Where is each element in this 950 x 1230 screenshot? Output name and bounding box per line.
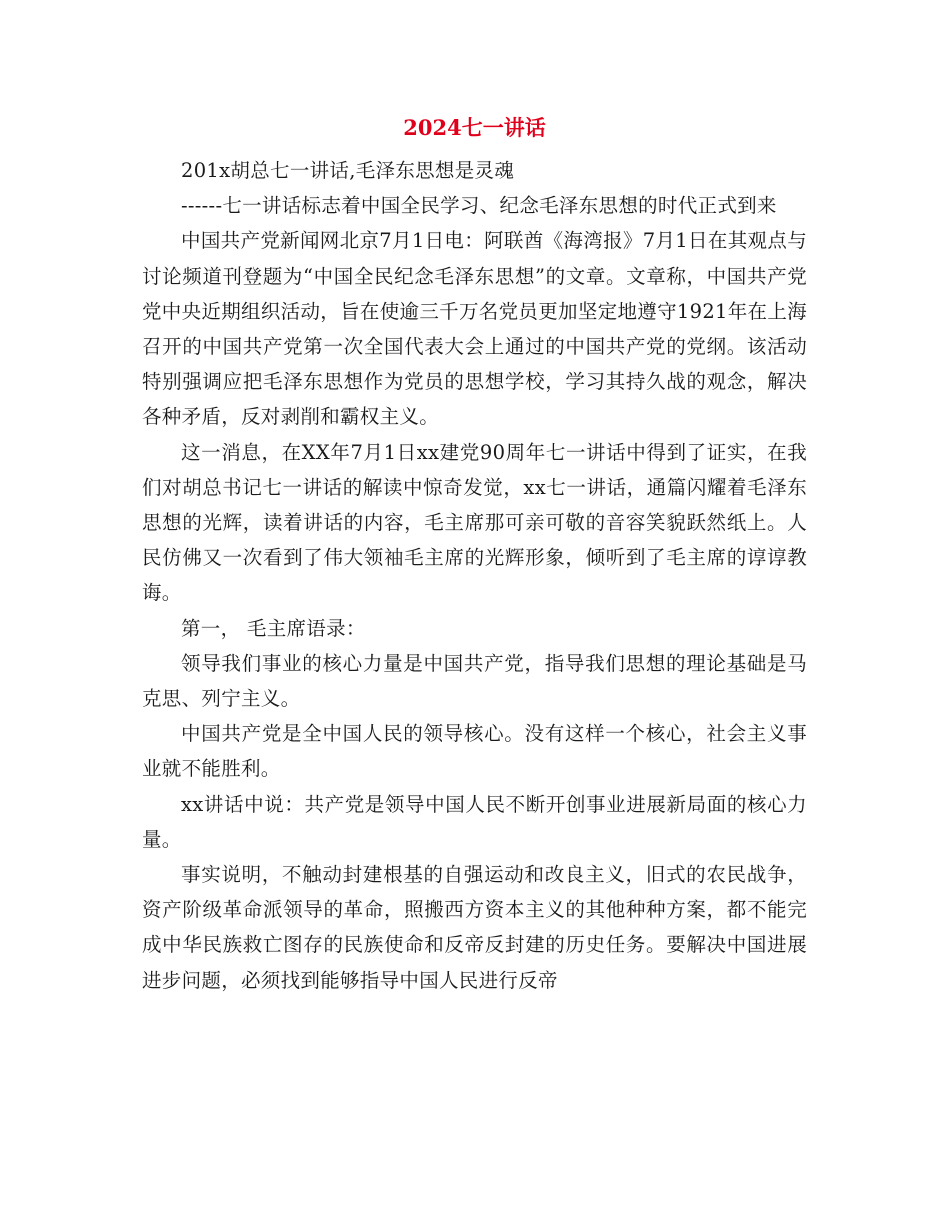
document-page [142,108,807,998]
paragraph-quote-2: 中国共产党是全中国人民的领导核心。没有这样一个核心，社会主义事业就不能胜利。 [142,722,807,781]
paragraph-speech-quote: xx讲话中说：共产党是领导中国人民不断开创事业进展新局面的核心力量。 [142,792,807,851]
paragraph-tagline: ------七一讲话标志着中国全民学习、纪念毛泽东思想的时代正式到来 [181,194,777,218]
paragraph-history: 事实说明，不触动封建根基的自强运动和改良主义，旧式的农民战争，资产阶级革命派领导的革命，照搬西方资本主义的其他种种方案，都不能完成中华民族救亡图存的民族使命和反帝反封建的历史任务。要解决中国进展进步问题，必须找到能够指导中国人民进行反帝 [142,863,807,992]
paragraph-quote-1: 领导我们事业的核心力量是中国共产党，指导我们思想的理论基础是马克思、列宁主义。 [142,651,807,711]
document-title: 2024七一讲话 [403,115,546,140]
section-heading-first: 第一， 毛主席语录： [181,616,366,640]
paragraph-news-report: 中国共产党新闻网北京7月1日电：阿联酋《海湾报》7月1日在其观点与讨论频道刊登题为“中国全民纪念毛泽东思想”的文章。文章称，中国共产党党中央近期组织活动，旨在使逾三千万名党员更加坚定地遵守1921年在上海召开的中国共产党第一次全国代表大会上通过的中国共产党的党纲。该活动特别强调应把毛泽东思想作为党员的思想学校，学习其持久战的观念，解决各种矛盾，反对剥削和霸权主义。 [142,229,807,429]
paragraph-subtitle: 201x胡总七一讲话,毛泽东思想是灵魂 [181,159,515,182]
paragraph-confirmation: 这一消息，在XX年7月1日xx建党90周年七一讲话中得到了证实，在我们对胡总书记七一讲话的解读中惊奇发觉，xx七一讲话，通篇闪耀着毛泽东思想的光辉，读着讲话的内容，毛主席那可亲可敬的音容笑貌跃然纸上。人民仿佛又一次看到了伟大领袖毛主席的光辉形象，倾听到了毛主席的谆谆教诲。 [142,440,807,605]
